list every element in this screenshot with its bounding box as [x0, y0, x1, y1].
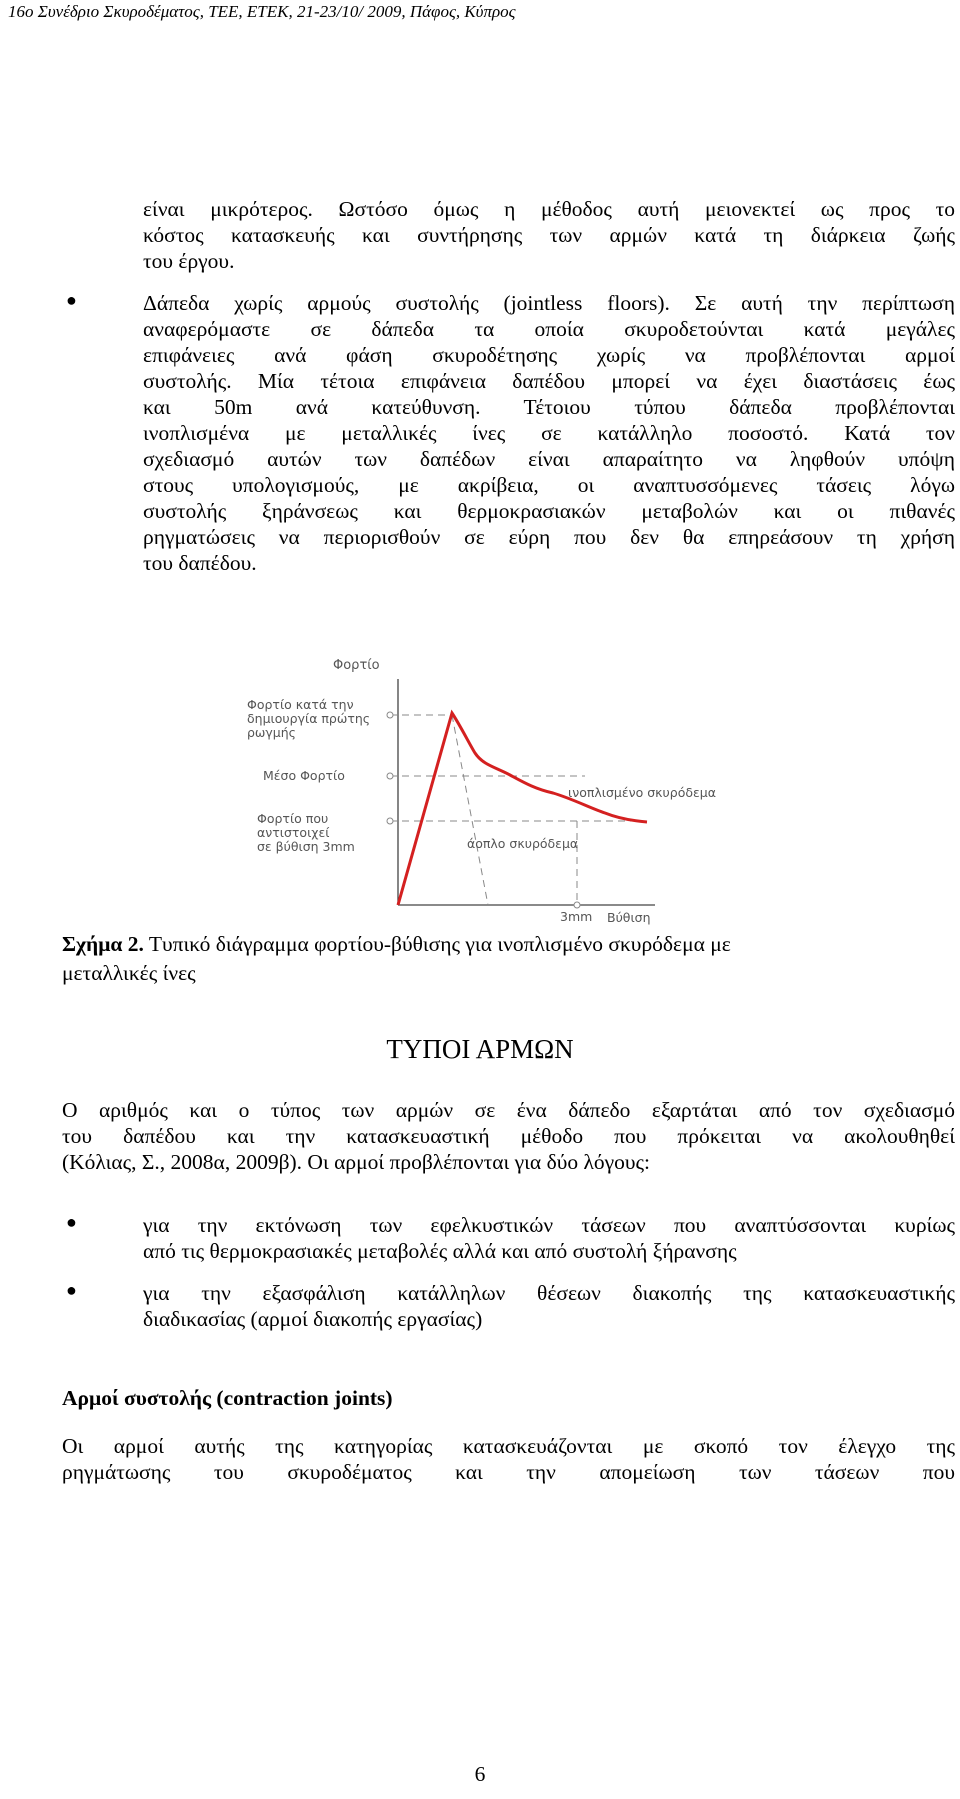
text-line: για την εκτόνωση των εφελκυστικών τάσεων που αναπτύσσονται κυρίως — [143, 1213, 955, 1237]
text-line: Δάπεδα χωρίς αρμούς συστολής (jointless floors). Σε αυτή την περίπτωση — [143, 291, 955, 315]
text-line: από τις θερμοκρασιακές μεταβολές αλλά και από συστολή ξήρανσης — [143, 1239, 737, 1263]
subsection-heading: Αρμοί συστολής (contraction joints) — [62, 1386, 393, 1410]
section-heading: ΤΥΠΟΙ ΑΡΜΩΝ — [386, 1034, 574, 1064]
caption-label: Σχήμα 2. — [62, 932, 144, 956]
text-line: και 50m ανά κατεύθυνση. Τέτοιου τύπου δάπεδα προβλέπονται — [143, 395, 955, 419]
text-line: συστολής. Μία τέτοια επιφάνεια δαπέδου μπορεί να έχει διαστάσεις έως — [143, 369, 955, 393]
text-line: ινοπλισμένα με μεταλλικές ίνες σε κατάλληλο ποσοστό. Κατά τον — [143, 421, 955, 445]
label-fiber-reinforced: ινοπλισμένο σκυρόδεμα — [568, 785, 716, 800]
y-axis-label: Φορτίο — [333, 658, 380, 673]
axis-markers — [387, 712, 580, 908]
paragraph-contraction-joints — [62, 1433, 955, 1485]
text-line: σχεδιασμό αυτών των δαπέδων είναι απαραίτητο να ληφθούν υπόψη — [143, 447, 955, 471]
paragraph-continuation — [143, 196, 955, 274]
bullet-item-jointless-floors — [143, 290, 955, 576]
bullet-marker: ● — [66, 290, 77, 310]
bullet-item-construction-stops — [143, 1280, 955, 1332]
text-line: για την εξασφάλιση κατάλληλων θέσεων διακοπής της κατασκευαστικής — [143, 1281, 955, 1305]
text-line: κόστος κατασκευής και συντήρησης των αρμών κατά τη διάρκεια ζωής — [143, 223, 955, 247]
x-axis-label: Βύθιση — [607, 910, 651, 925]
running-header: 16ο Συνέδριο Σκυροδέματος, ΤΕΕ, ΕΤΕΚ, 21-23/10/ 2009, Πάφος, Κύπρος — [8, 2, 516, 21]
frc-curve — [398, 713, 647, 905]
caption-text-2: μεταλλικές ίνες — [62, 961, 196, 985]
text-line: επιφάνειες ανά φάση σκυροδέτησης χωρίς να προβλέπονται αρμοί — [143, 343, 955, 367]
label-plain-concrete: άοπλο σκυρόδεμα — [467, 836, 579, 851]
text-line: ρηγματώσεις να περιορισθούν σε εύρη που δεν θα επηρεάσουν τη χρήση — [143, 525, 955, 549]
label-first-crack-2: δημιουργία πρώτης — [247, 711, 371, 726]
text-line: του έργου. — [143, 249, 235, 273]
label-first-crack-3: ρωγμής — [247, 725, 297, 740]
text-line: (Κόλιας, Σ., 2008α, 2009β). Οι αρμοί προβλέπονται για δύο λόγους: — [62, 1150, 651, 1174]
text-line: Ο αριθμός και ο τύπος των αρμών σε ένα δάπεδο εξαρτάται από τον σχεδιασμό — [62, 1098, 955, 1122]
text-line: του δαπέδου και την κατασκευαστική μέθοδο που πρόκειται να ακολουθηθεί — [62, 1124, 955, 1148]
text-line: διαδικασίας (αρμοί διακοπής εργασίας) — [143, 1307, 483, 1331]
text-line: στους υπολογισμούς, με ακρίβεια, οι αναπτυσσόμενες τάσεις λόγω — [143, 473, 955, 497]
page-number: 6 — [474, 1762, 486, 1786]
bullet-marker: ● — [66, 1280, 77, 1300]
label-first-crack-1: Φορτίο κατά την — [247, 697, 354, 712]
text-line: συστολής ξηράνσεως και θερμοκρασιακών μεταβολών και οι πιθανές — [143, 499, 955, 523]
figure-caption — [62, 930, 862, 988]
label-load-3mm-2: αντιστοιχεί — [257, 825, 330, 840]
load-deflection-diagram — [247, 655, 755, 940]
paragraph-joint-types — [62, 1097, 955, 1175]
text-line: Οι αρμοί αυτής της κατηγορίας κατασκευάζονται με σκοπό τον έλεγχο της — [62, 1434, 955, 1458]
label-load-3mm-1: Φορτίο που — [257, 811, 329, 826]
text-line: αναφερόμαστε σε δάπεδα τα οποία σκυροδετούνται κατά μεγάλες — [143, 317, 955, 341]
bullet-item-tension-relief — [143, 1212, 955, 1264]
label-mean-load: Μέσο Φορτίο — [263, 768, 345, 783]
text-line: ρηγμάτωσης του σκυροδέματος και την απομείωση των τάσεων που — [62, 1460, 955, 1484]
caption-text: Τυπικό διάγραμμα φορτίου-βύθισης για ινοπλισμένο σκυρόδεμα με — [143, 932, 731, 956]
bullet-marker: ● — [66, 1212, 77, 1232]
label-3mm: 3mm — [560, 909, 593, 924]
guide-lines — [390, 715, 645, 905]
label-load-3mm-3: σε βύθιση 3mm — [257, 839, 355, 854]
text-line: είναι μικρότερος. Ωστόσο όμως η μέθοδος αυτή μειονεκτεί ως προς το — [143, 197, 955, 221]
text-line: του δαπέδου. — [143, 551, 257, 575]
